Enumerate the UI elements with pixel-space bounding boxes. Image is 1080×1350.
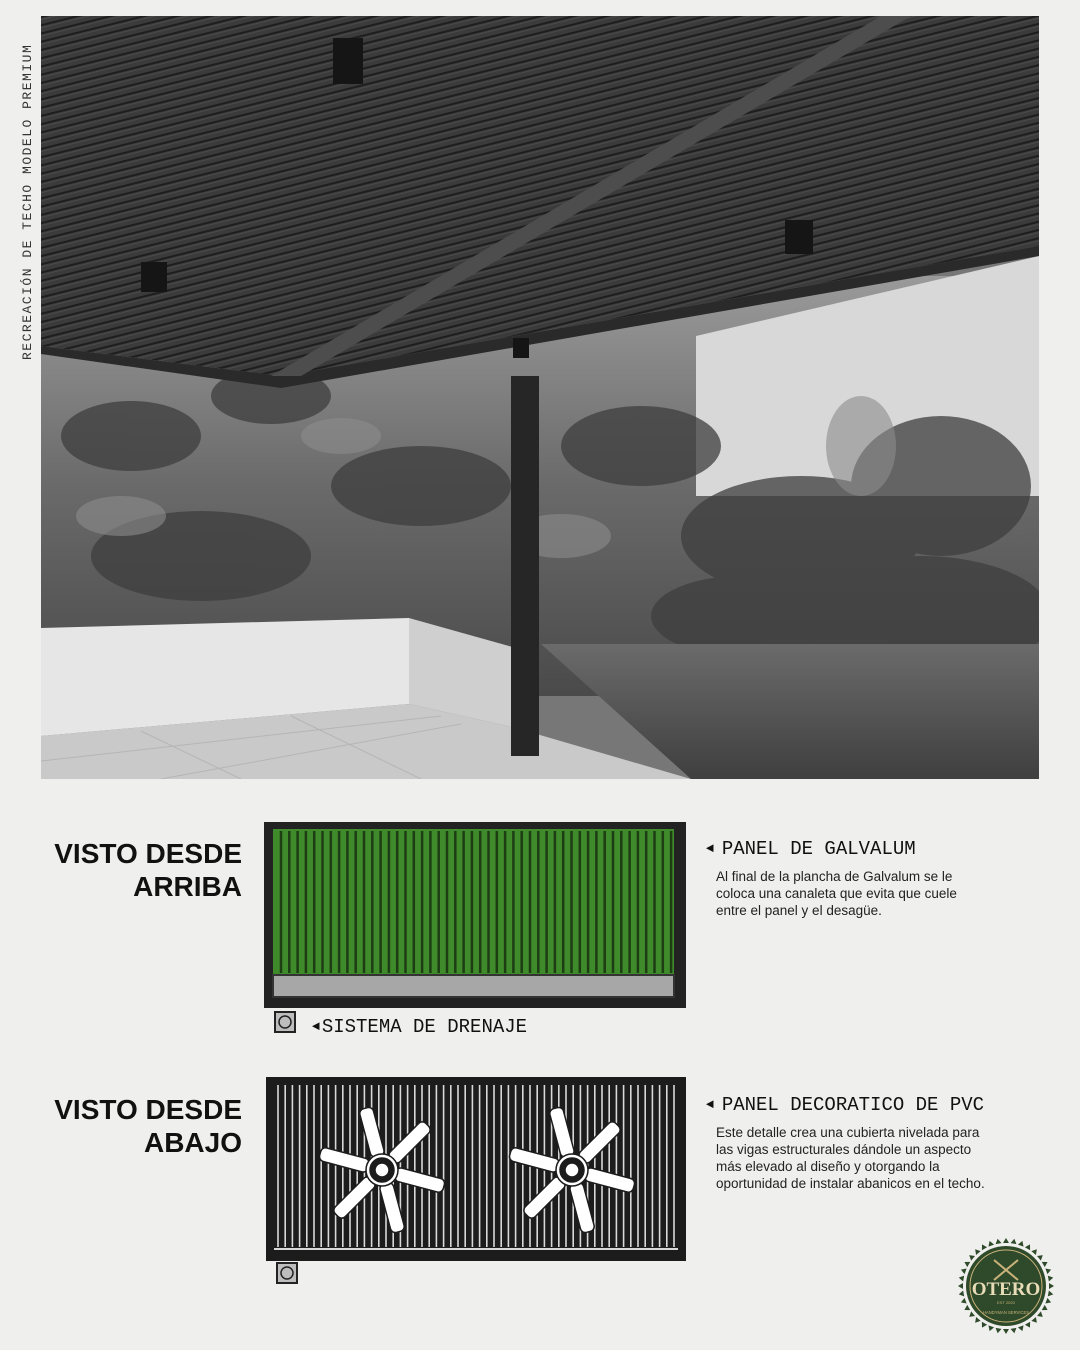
otero-logo	[958, 1238, 1054, 1334]
logo-tagline: HANDYMAN SERVICES	[982, 1310, 1030, 1315]
top-view-title-line1: VISTO DESDE	[54, 838, 242, 869]
bottom-view-title	[54, 1093, 242, 1159]
logo-name: OTERO	[971, 1279, 1041, 1300]
bottom-view-title-line2: ABAJO	[143, 1127, 242, 1158]
galvalum-callout-title: ◄ PANEL DE GALVALUM	[706, 838, 916, 860]
pvc-callout	[706, 1094, 1006, 1192]
callout-arrow-icon: ◄	[706, 1097, 714, 1112]
ceiling-photo-illustration	[41, 16, 1039, 779]
logo-est: EST 2020	[997, 1300, 1015, 1305]
callout-arrow-icon: ◄	[706, 841, 714, 856]
top-view-title	[54, 837, 242, 903]
gutter-channel	[273, 975, 674, 997]
pvc-callout-title: ◄ PANEL DECORATICO DE PVC	[706, 1094, 985, 1116]
bottom-view-title-line1: VISTO DESDE	[54, 1094, 242, 1125]
drain-box-icon	[275, 1012, 295, 1032]
galvalum-callout	[706, 838, 1006, 919]
top-view-title-line2: ARRIBA	[133, 871, 242, 902]
ceiling-photo	[41, 16, 1039, 779]
drain-label: ◄ SISTEMA DE DRENAJE	[312, 1016, 528, 1038]
drain-arrow-icon: ◄	[312, 1019, 320, 1034]
galvalum-callout-text: Al final de la plancha de Galvalum se le coloca una canaleta que evita que cuele entre el panel y el desagüe.	[716, 869, 957, 918]
drain-box-icon	[277, 1263, 297, 1283]
side-label: RECREACIÓN DE TECHO MODELO PREMIUM	[20, 43, 35, 360]
bottom-view-diagram	[266, 1077, 686, 1285]
pvc-callout-text: Este detalle crea una cubierta nivelada para las vigas estructurales dándole un aspecto más elevado al diseño y otorgando la oportunidad de instalar abanicos en el techo.	[716, 1125, 985, 1191]
top-view-diagram	[264, 822, 686, 1034]
